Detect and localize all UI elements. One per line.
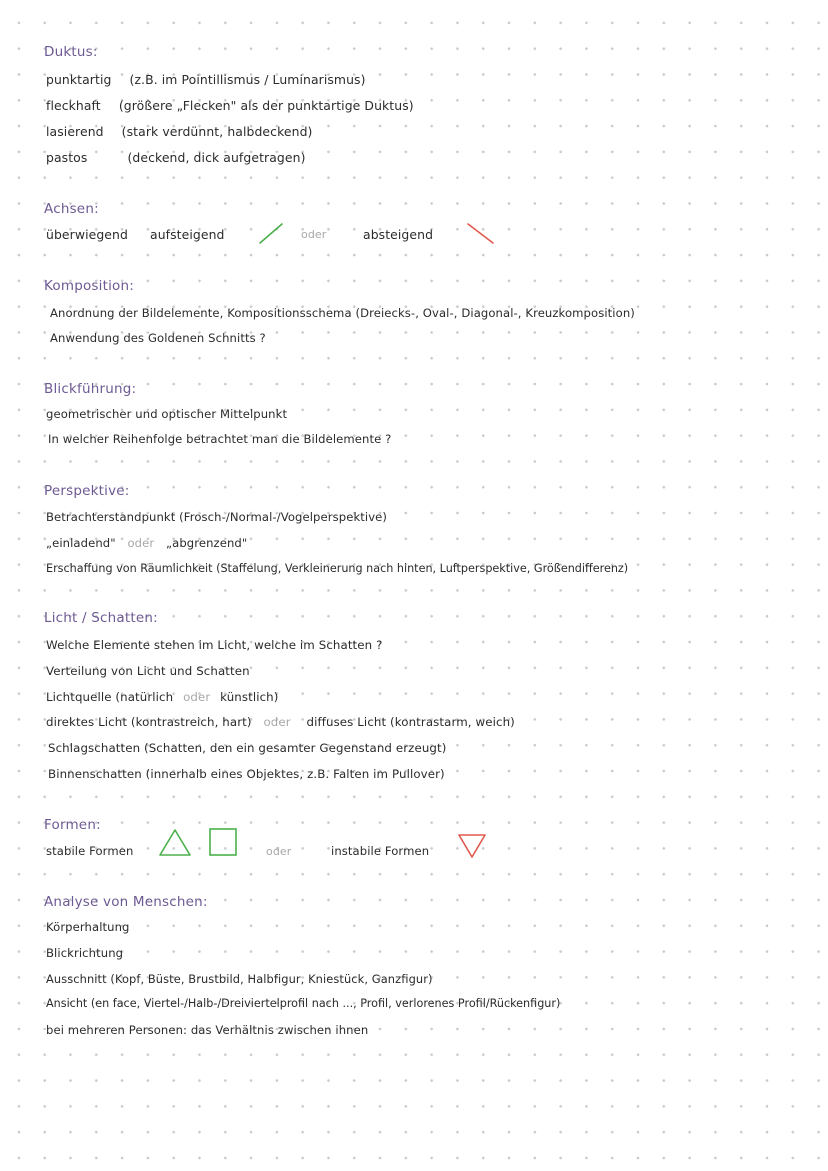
blickfuehrung-item: geometrischer und optischer Mittelpunkt <box>46 407 288 421</box>
inverted-triangle-icon <box>457 832 487 860</box>
duktus-term: fleckhaft <box>46 98 101 113</box>
licht-direct: direktes Licht (kontrastreich, hart) <box>46 715 252 729</box>
duktus-term: lasierend <box>46 124 104 139</box>
rising-axis-icon <box>258 222 284 246</box>
licht-line <box>46 690 278 704</box>
achsen-prefix: überwiegend <box>46 227 128 242</box>
duktus-desc: (stark verdünnt, halbdeckend) <box>121 124 313 139</box>
licht-or: oder <box>183 690 211 704</box>
achsen-heading: Achsen: <box>44 201 99 217</box>
licht-line <box>46 715 515 729</box>
duktus-heading: Duktus: <box>44 44 98 60</box>
duktus-item <box>46 150 306 165</box>
licht-line: Welche Elemente stehen im Licht, welche im Schatten ? <box>46 638 383 652</box>
formen-or: oder <box>266 845 292 858</box>
duktus-item <box>46 72 366 87</box>
achsen-rising: aufsteigend <box>150 227 225 242</box>
perspektive-heading: Perspektive: <box>44 483 130 499</box>
menschen-heading: Analyse von Menschen: <box>44 894 208 910</box>
menschen-item: bei mehreren Personen: das Verhältnis zwischen ihnen <box>46 1023 369 1037</box>
perspektive-line: Betrachterstandpunkt (Frosch-/Normal-/Vogelperspektive) <box>46 510 388 524</box>
komposition-item: Anordnung der Bildelemente, Kompositionsschema (Dreiecks-, Oval-, Diagonal-, Kreuzkomposition) <box>50 306 635 320</box>
perspektive-line <box>46 536 247 550</box>
formen-heading: Formen: <box>44 817 101 833</box>
licht-line: Schlagschatten (Schatten, den ein gesamter Gegenstand erzeugt) <box>48 741 447 755</box>
perspektive-bounding: „abgrenzend" <box>166 536 248 550</box>
duktus-desc: (deckend, dick aufgetragen) <box>127 150 306 165</box>
duktus-item <box>46 98 414 113</box>
perspektive-or: oder <box>127 536 155 550</box>
duktus-desc: (größere „Flecken" als der punktartige Duktus) <box>118 98 414 113</box>
licht-source: Lichtquelle (natürlich <box>46 690 174 704</box>
blickfuehrung-item: In welcher Reihenfolge betrachtet man die Bildelemente ? <box>48 432 392 446</box>
menschen-item: Ansicht (en face, Viertel-/Halb-/Dreiviertelprofil nach ..., Profil, verlorenes Profil/Rückenfigur) <box>46 997 561 1010</box>
menschen-item: Blickrichtung <box>46 946 124 960</box>
duktus-desc: (z.B. im Pointillismus / Luminarismus) <box>129 72 366 87</box>
achsen-or: oder <box>301 228 327 241</box>
achsen-falling: absteigend <box>363 227 434 242</box>
falling-axis-icon <box>466 222 496 246</box>
blickfuehrung-heading: Blickführung: <box>44 381 137 397</box>
menschen-item: Körperhaltung <box>46 920 130 934</box>
duktus-item <box>46 124 312 139</box>
komposition-item: Anwendung des Goldenen Schnitts ? <box>50 331 266 345</box>
licht-diffuse: diffuses Licht (kontrastarm, weich) <box>306 715 515 729</box>
licht-heading: Licht / Schatten: <box>44 610 158 626</box>
square-icon <box>208 827 240 859</box>
komposition-heading: Komposition: <box>44 278 135 294</box>
perspektive-inviting: „einladend" <box>46 536 116 550</box>
duktus-term: pastos <box>46 150 88 165</box>
perspektive-line: Erschaffung von Räumlichkeit (Staffelung, Verkleinerung nach hinten, Luftperspektive, Größendifferenz) <box>46 562 629 575</box>
licht-line: Binnenschatten (innerhalb eines Objektes, z.B. Falten im Pullover) <box>48 767 445 781</box>
menschen-item: Ausschnitt (Kopf, Büste, Brustbild, Halbfigur, Kniestück, Ganzfigur) <box>46 972 433 986</box>
licht-artificial: künstlich) <box>220 690 279 704</box>
duktus-term: punktartig <box>46 72 112 87</box>
triangle-icon <box>158 828 192 858</box>
formen-unstable: instabile Formen <box>331 844 430 858</box>
licht-or: oder <box>263 715 291 729</box>
licht-line: Verteilung von Licht und Schatten <box>46 664 250 678</box>
formen-stable: stabile Formen <box>46 844 134 858</box>
